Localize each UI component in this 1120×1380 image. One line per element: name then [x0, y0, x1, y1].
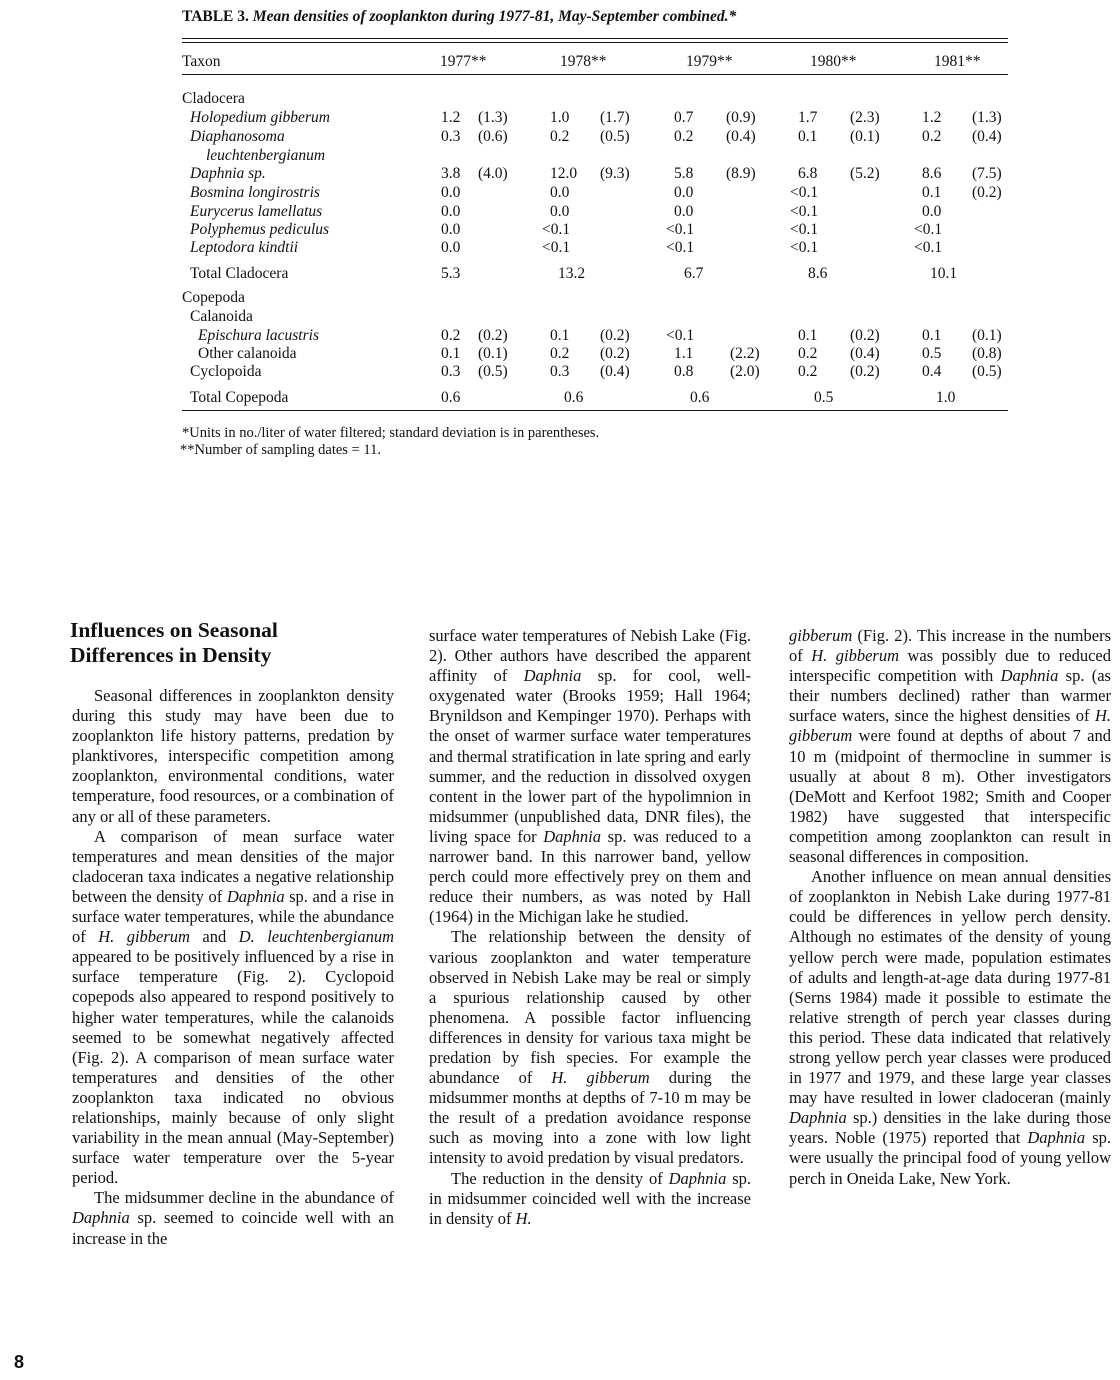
cell-sd: (0.1): [972, 327, 1002, 344]
cell-mean: 0.1: [550, 327, 570, 344]
cell-sd: (0.2): [972, 184, 1002, 201]
taxon-name: Cyclopoida: [190, 363, 262, 380]
cell-sd: (0.2): [478, 327, 508, 344]
cell-mean: 0.2: [674, 128, 694, 145]
table-row: [182, 362, 1008, 381]
header-year: 1977**: [440, 53, 487, 70]
cell-sd: (0.5): [478, 363, 508, 380]
cell-mean: 0.6: [564, 389, 584, 406]
cell-mean: 0.5: [922, 345, 942, 362]
table-subgroup-row: [182, 307, 1008, 326]
cell-mean: 0.5: [814, 389, 834, 406]
cell-mean: 1.1: [674, 345, 694, 362]
cell-mean: <0.1: [790, 203, 819, 220]
cell-mean: 5.8: [674, 165, 694, 182]
cell-mean: 12.0: [550, 165, 578, 182]
header-year: 1980**: [810, 53, 857, 70]
table-row: [182, 108, 1008, 127]
taxon-name: Total Cladocera: [190, 265, 289, 282]
cell-mean: 13.2: [558, 265, 586, 282]
cell-mean: <0.1: [914, 239, 943, 256]
table-row-continuation: [182, 146, 1008, 165]
cell-sd: (0.9): [726, 109, 756, 126]
cell-sd: (0.2): [850, 327, 880, 344]
taxon-name: Diaphanosoma: [190, 128, 285, 145]
cell-sd: (1.7): [600, 109, 630, 126]
cell-mean: 0.1: [922, 327, 942, 344]
group-label: Cladocera: [182, 90, 245, 107]
cell-sd: (0.2): [850, 363, 880, 380]
table-caption: Mean densities of zooplankton during 1977-81, May-September combined.*: [252, 8, 737, 25]
header-taxon: Taxon: [182, 53, 221, 70]
cell-mean: 0.2: [550, 128, 570, 145]
section-heading: [70, 618, 400, 668]
table-row: [182, 344, 1008, 363]
table-group-row: [182, 288, 1008, 307]
table-row: [182, 238, 1008, 257]
cell-mean: 5.3: [441, 265, 461, 282]
text-column-3: gibberum (Fig. 2). This increase in the numbers of H. gibberum was possibly due to reduced interspecific competition with Daphnia sp. (as their numbers declined) rather than warmer surface waters, since the highest densities of H. gibberum were found at depths of about 7 and 10 m (midpoint of thermocline in summer is usually at about 8 m). Other investigators (DeMott and Kerfoot 1982; Smith and Cooper 1982) have suggested that interspecific competition among zooplankton can result in seasonal differences in composition. Another influence on mean annual densities of zooplankton in Nebish Lake during 1977-81 could be differences in yellow perch density. Although no estimates of the density of young yellow perch were made, population estimates of adults and length-at-age data during 1977-81 (Serns 1984) made it possible to estimate the relative strength of perch year classes during this period. These data indicated that relatively strong yellow perch year classes were produced in 1977 and 1979, and these large year classes may have resulted in lower cladoceran (mainly Daphnia sp.) densities in the lake during those years. Noble (1975) reported that Daphnia sp. were usually the principal food of young yellow perch in Oneida Lake, New York.: [789, 626, 1112, 1188]
table-total-row: [182, 264, 1008, 283]
cell-mean: <0.1: [790, 221, 819, 238]
cell-sd: (0.1): [850, 128, 880, 145]
table-bottom-rule: [182, 410, 1008, 411]
cell-mean: 0.7: [674, 109, 694, 126]
text-column-2: surface water temperatures of Nebish Lake (Fig. 2). Other authors have described the apparent affinity of Daphnia sp. for cool, well-oxygenated water (Brooks 1959; Hall 1964; Brynildson and Kempinger 1970). Perhaps with the onset of warmer surface water temperatures and thermal stratification in late spring and early summer, and the reduction in dissolved oxygen content in the lower part of the hypolimnion in midsummer (unpublished data, DNR files), the living space for Daphnia sp. was reduced to a narrower band. In this narrower band, yellow perch could more effectively prey on them and reduce their numbers, as was noted by Hall (1964) in the Michigan lake he studied. The relationship between the density of various zooplankton and water temperature observed in Nebish Lake may be real or simply a spurious relationship caused by other phenomena. A possible factor influencing differences in density for various taxa might be predation by fish species. For example the abundance of H. gibberum during the midsummer months at depths of 7-10 m may be the result of a predation avoidance response such as moving into a zone with low light intensity to avoid predation by visual predators. The reduction in the density of Daphnia sp. in midsummer coincided well with the increase in density of H.: [429, 626, 751, 1228]
taxon-name: Total Copepoda: [190, 389, 289, 406]
taxon-name: Other calanoida: [198, 345, 297, 362]
cell-mean: 0.2: [441, 327, 461, 344]
cell-mean: 0.3: [441, 128, 461, 145]
subgroup-label: Calanoida: [190, 308, 253, 325]
cell-mean: 0.2: [798, 363, 818, 380]
cell-sd: (4.0): [478, 165, 508, 182]
table-label: TABLE 3.: [182, 8, 249, 25]
table-title: [182, 8, 1012, 26]
taxon-name: Holopedium gibberum: [190, 109, 330, 126]
cell-mean: 1.0: [936, 389, 956, 406]
cell-mean: <0.1: [790, 184, 819, 201]
cell-mean: <0.1: [914, 221, 943, 238]
taxon-name: Daphnia sp.: [190, 165, 266, 182]
cell-sd: (0.5): [600, 128, 630, 145]
table-row: [182, 164, 1008, 183]
cell-mean: 0.2: [798, 345, 818, 362]
cell-sd: (5.2): [850, 165, 880, 182]
cell-sd: (0.4): [850, 345, 880, 362]
taxon-name: Leptodora kindtii: [190, 239, 299, 256]
taxon-name-continued: leuchtenbergianum: [206, 147, 326, 164]
cell-mean: 0.1: [441, 345, 461, 362]
table-row: [182, 326, 1008, 345]
cell-mean: 0.6: [441, 389, 461, 406]
cell-sd: (0.6): [478, 128, 508, 145]
taxon-name: Epischura lacustris: [198, 327, 319, 344]
cell-mean: 0.0: [550, 203, 570, 220]
cell-mean: 0.0: [674, 203, 694, 220]
cell-mean: 0.3: [441, 363, 461, 380]
cell-sd: (9.3): [600, 165, 630, 182]
taxon-name: Bosmina longirostris: [190, 184, 320, 201]
page-number: 8: [14, 1352, 25, 1372]
cell-mean: 1.2: [922, 109, 942, 126]
cell-mean: <0.1: [666, 221, 695, 238]
cell-sd: (0.4): [972, 128, 1002, 145]
table-row: [182, 127, 1008, 146]
cell-mean: <0.1: [542, 221, 571, 238]
table-group-row: [182, 89, 1008, 108]
table-row: [182, 202, 1008, 221]
cell-mean: 0.0: [441, 184, 461, 201]
cell-sd: (0.4): [726, 128, 756, 145]
cell-mean: 0.0: [922, 203, 942, 220]
cell-mean: 0.0: [441, 221, 461, 238]
table-header-row: [182, 52, 1008, 71]
cell-mean: 0.2: [922, 128, 942, 145]
cell-sd: (0.8): [972, 345, 1002, 362]
cell-mean: <0.1: [542, 239, 571, 256]
cell-mean: <0.1: [666, 327, 695, 344]
table-row: [182, 220, 1008, 239]
cell-mean: 10.1: [930, 265, 958, 282]
group-label: Copepoda: [182, 289, 245, 306]
section-heading-line: Differences in Density: [70, 643, 272, 667]
cell-sd: (2.2): [730, 345, 760, 362]
cell-mean: 0.1: [798, 128, 818, 145]
table-top-rule: [182, 38, 1008, 43]
cell-mean: 1.2: [441, 109, 461, 126]
cell-sd: (0.5): [972, 363, 1002, 380]
cell-mean: 0.8: [674, 363, 694, 380]
cell-sd: (1.3): [972, 109, 1002, 126]
cell-sd: (0.2): [600, 345, 630, 362]
cell-mean: 0.3: [550, 363, 570, 380]
cell-mean: 0.2: [550, 345, 570, 362]
cell-mean: 0.1: [798, 327, 818, 344]
cell-mean: <0.1: [666, 239, 695, 256]
cell-mean: 6.7: [684, 265, 704, 282]
cell-mean: 0.6: [690, 389, 710, 406]
cell-sd: (1.3): [478, 109, 508, 126]
cell-mean: 0.0: [441, 239, 461, 256]
cell-sd: (2.3): [850, 109, 880, 126]
table-footnote: *Units in no./liter of water filtered; standard deviation is in parentheses.: [182, 425, 600, 441]
table-row: [182, 183, 1008, 202]
cell-sd: (0.1): [478, 345, 508, 362]
cell-sd: (0.4): [600, 363, 630, 380]
cell-mean: 0.0: [550, 184, 570, 201]
cell-sd: (8.9): [726, 165, 756, 182]
cell-mean: 6.8: [798, 165, 818, 182]
cell-mean: 8.6: [922, 165, 942, 182]
cell-mean: 3.8: [441, 165, 461, 182]
cell-mean: 8.6: [808, 265, 828, 282]
cell-mean: 0.4: [922, 363, 942, 380]
cell-mean: 0.0: [441, 203, 461, 220]
cell-mean: 0.0: [674, 184, 694, 201]
cell-sd: (7.5): [972, 165, 1002, 182]
cell-mean: <0.1: [790, 239, 819, 256]
text-column-1: Seasonal differences in zooplankton density during this study may have been due to zooplankton life history patterns, predation by planktivores, interspecific competition among zooplankton, environmental conditions, water temperature, food resources, or a combination of any or all of these parameters. A comparison of mean surface water temperatures and mean densities of the major cladoceran taxa indicates a negative relationship between the density of Daphnia sp. and a rise in surface water temperatures, while the abundance of H. gibberum and D. leuchtenbergianum appeared to be positively influenced by a rise in surface temperature (Fig. 2). Cyclopoid copepods also appeared to respond positively to higher water temperatures, while the calanoids seemed to be somewhat negatively affected (Fig. 2). A comparison of mean surface water temperatures and densities of the other zooplankton taxa indicated no obvious relationships, mainly because of only slight variability in the mean annual (May-September) surface water temperature over the 5-year period. The midsummer decline in the abundance of Daphnia sp. seemed to coincide well with an increase in the: [72, 686, 394, 1248]
header-year: 1979**: [686, 53, 733, 70]
header-year: 1978**: [560, 53, 607, 70]
taxon-name: Eurycerus lamellatus: [190, 203, 323, 220]
header-year: 1981**: [934, 53, 981, 70]
table-footnote: **Number of sampling dates = 11.: [180, 442, 381, 458]
cell-sd: (2.0): [730, 363, 760, 380]
cell-mean: 1.0: [550, 109, 570, 126]
cell-mean: 1.7: [798, 109, 818, 126]
cell-mean: 0.1: [922, 184, 942, 201]
table-total-row: [182, 388, 1008, 407]
taxon-name: Polyphemus pediculus: [190, 221, 330, 238]
section-heading-line: Influences on Seasonal: [70, 618, 278, 642]
table-header-rule: [182, 74, 1008, 75]
cell-sd: (0.2): [600, 327, 630, 344]
